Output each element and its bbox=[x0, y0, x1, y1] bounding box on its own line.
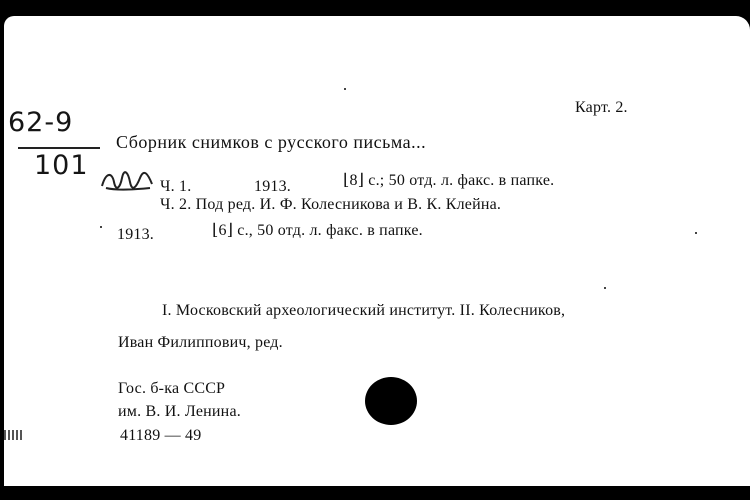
speck bbox=[100, 226, 102, 228]
library-dedication: им. В. И. Ленина. bbox=[118, 403, 241, 420]
part-1-label: Ч. 1. bbox=[160, 178, 192, 195]
record-title: Сборник снимков с русского письма... bbox=[116, 132, 427, 152]
round-stamp bbox=[365, 377, 417, 425]
speck bbox=[695, 232, 697, 234]
tracings-line-1: I. Московский археологический институт. II. Колесников, bbox=[162, 302, 566, 319]
call-number-rule bbox=[18, 147, 100, 149]
scan-bottom-border bbox=[0, 486, 750, 500]
call-number-bottom: 101 bbox=[34, 150, 89, 181]
speck bbox=[604, 287, 606, 289]
edge-mark bbox=[4, 430, 22, 440]
part-2-year: 1913. bbox=[117, 226, 154, 243]
handwritten-scribble bbox=[100, 168, 158, 192]
tracings-line-2: Иван Филиппович, ред. bbox=[118, 334, 283, 351]
part-2-extent: ⌊6⌋ с., 50 отд. л. факс. в папке. bbox=[212, 222, 423, 239]
part-2-statement: Ч. 2. Под ред. И. Ф. Колесникова и В. К. Клейна. bbox=[160, 196, 502, 213]
speck bbox=[344, 88, 346, 90]
call-number-top: 62-9 bbox=[8, 107, 74, 138]
library-name: Гос. б-ка СССР bbox=[118, 380, 226, 397]
card-number: Карт. 2. bbox=[575, 99, 628, 116]
part-1-extent: ⌊8⌋ с.; 50 отд. л. факс. в папке. bbox=[343, 172, 555, 189]
part-1-year: 1913. bbox=[254, 178, 291, 195]
library-accession-number: 41189 — 49 bbox=[120, 427, 202, 444]
